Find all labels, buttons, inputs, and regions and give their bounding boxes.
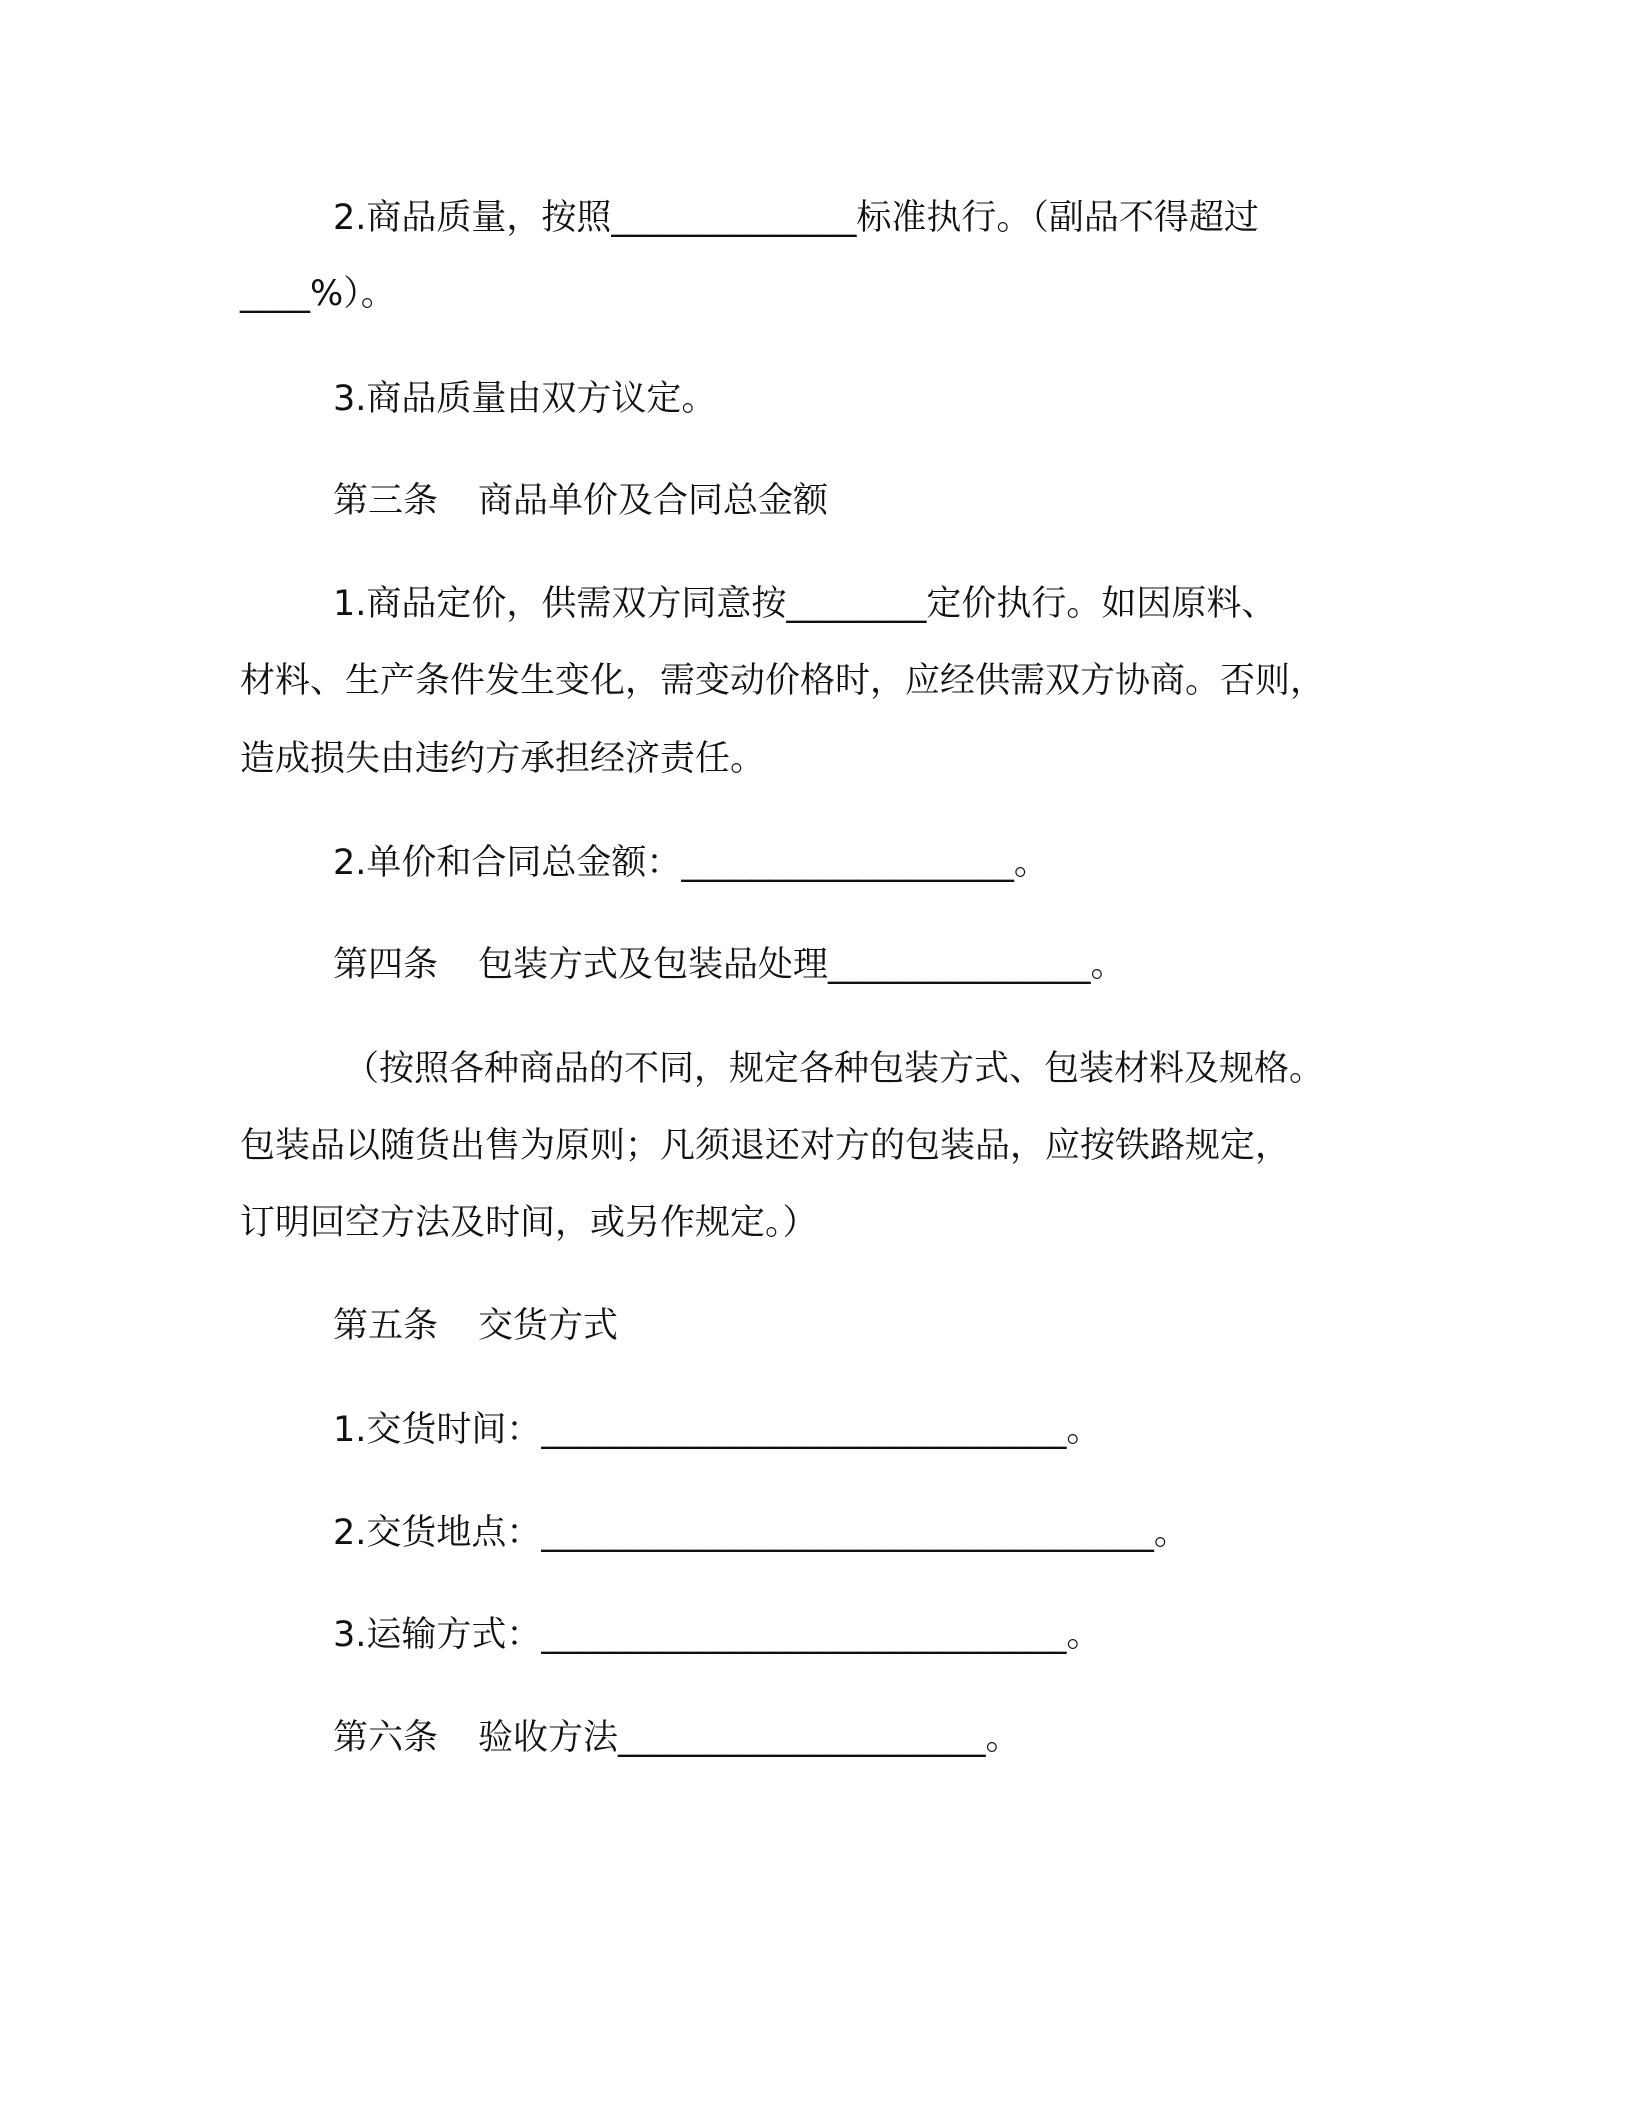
paragraph-total-amount (333, 841, 1049, 885)
article-title: 验收方法_____________________。 (478, 1718, 1021, 1758)
paragraph-text: 2.商品质量，按照______________标准执行。（副品不得超过 (333, 198, 1259, 238)
paragraph-text: 订明回空方法及时间，或另作规定。） (240, 1203, 818, 1243)
paragraph-text: （按照各种商品的不同，规定各种包装方式、包装材料及规格。 (344, 1049, 1325, 1089)
article-label: 第三条 (333, 481, 439, 521)
article-title: 交货方式 (478, 1306, 619, 1346)
paragraph-text: 2.单价和合同总金额：___________________。 (333, 843, 1049, 883)
paragraph-packaging-note-cont (240, 1124, 1290, 1168)
paragraph-text: 3.商品质量由双方议定。 (333, 379, 717, 419)
paragraph-packaging-note (344, 1047, 1324, 1091)
paragraph-text: 3.运输方式：______________________________。 (333, 1615, 1102, 1655)
article-3-heading (333, 479, 828, 523)
paragraph-text: 包装品以随货出售为原则；凡须退还对方的包装品，应按铁路规定， (240, 1126, 1291, 1166)
article-label: 第六条 (333, 1718, 439, 1758)
article-4-heading (333, 943, 1126, 987)
paragraph-text: 1.商品定价，供需双方同意按________定价执行。如因原料、 (333, 584, 1277, 624)
paragraph-packaging-note-cont (240, 1201, 818, 1245)
paragraph-text: ____%）。 (240, 274, 396, 314)
paragraph-text: 材料、生产条件发生变化，需变动价格时，应经供需双方协商。否则， (240, 661, 1326, 701)
paragraph-text: 造成损失由违约方承担经济责任。 (240, 739, 766, 779)
paragraph-quality-agreed (333, 377, 716, 421)
paragraph-pricing-cont (240, 737, 765, 781)
article-label: 第四条 (333, 945, 439, 985)
paragraph-pricing-cont (240, 659, 1325, 703)
paragraph-quality-standard (333, 196, 1259, 240)
paragraph-delivery-place (333, 1511, 1189, 1555)
paragraph-pricing (333, 582, 1276, 626)
article-label: 第五条 (333, 1306, 439, 1346)
article-title: 包装方式及包装品处理_______________。 (478, 945, 1126, 985)
paragraph-quality-percent (240, 272, 396, 316)
article-5-heading (333, 1304, 618, 1348)
paragraph-text: 1.交货时间：______________________________。 (333, 1410, 1102, 1450)
paragraph-transport-method (333, 1613, 1101, 1657)
article-title: 商品单价及合同总金额 (478, 481, 829, 521)
article-6-heading (333, 1716, 1021, 1760)
paragraph-delivery-time (333, 1408, 1101, 1452)
paragraph-text: 2.交货地点：___________________________________。 (333, 1513, 1189, 1553)
